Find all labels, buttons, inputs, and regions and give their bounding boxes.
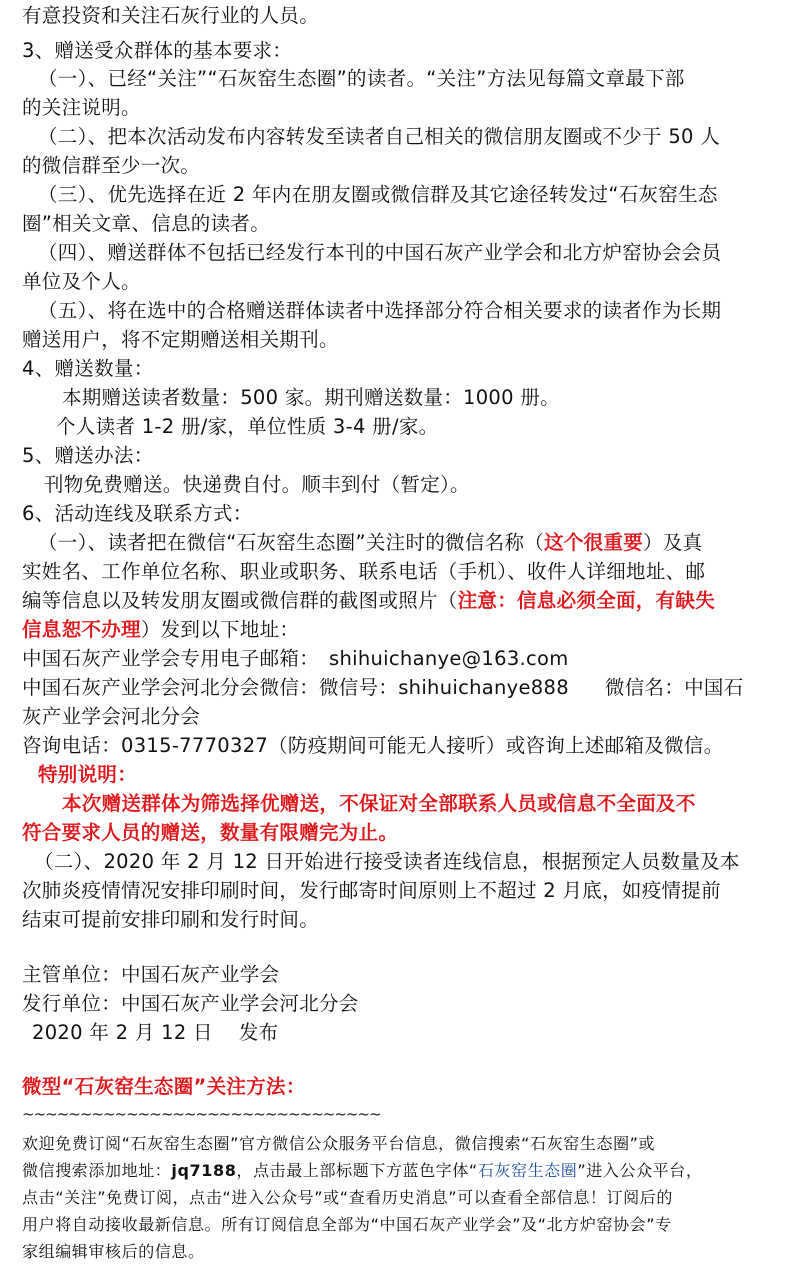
special-note-text: 本次赠送群体为筛选择优赠送，不保证对全部联系人员或信息不全面及不 [62, 792, 696, 815]
text-segment: ，点击最上部标题下方蓝色字体“ [236, 1161, 478, 1180]
wechat-id: shihuichanye888 [398, 676, 569, 699]
text-line: 圈”相关文章、信息的读者。 [22, 212, 271, 235]
footer-heading: 微型“石灰窑生态圈”关注方法： [22, 1075, 306, 1098]
footer-text: 点击“关注”免费订阅，点击“进入公众号”或“查看历史消息”可以查看全部信息！订阅后的 [22, 1188, 673, 1207]
text-line: （四）、赠送群体不包括已经发行本刊的中国石灰产业学会和北方炉窑协会会员 [38, 241, 722, 264]
text-line: 本期赠送读者数量：500 家。期刊赠送数量：1000 册。 [62, 386, 560, 409]
supervisor-unit: 主管单位：中国石灰产业学会 [22, 963, 280, 986]
text-line: （三）、优先选择在近 2 年内在朋友圈或微信群及其它途径转发过“石灰窑生态 [38, 183, 718, 206]
highlight-important: 这个很重要 [544, 531, 644, 554]
text-line: 次肺炎疫情情况安排印刷时间，发行邮寄时间原则上不超过 2 月底，如疫情提前 [22, 879, 721, 902]
wechat-line [22, 673, 782, 702]
text-line: 单位及个人。 [22, 270, 141, 293]
publisher-unit: 发行单位：中国石灰产业学会河北分会 [22, 992, 359, 1015]
phone-line: 咨询电话：0315-7770327（防疫期间可能无人接听）或咨询上述邮箱及微信。 [22, 734, 724, 757]
text-segment: （一）、读者把在微信“石灰窑生态圈”关注时的微信名称（ [38, 531, 545, 554]
footer-text: 家组编辑审核后的信息。 [22, 1242, 205, 1261]
text-line: （五）、将在选中的合格赠送群体读者中选择部分符合相关要求的读者作为长期 [38, 299, 722, 322]
text-line: 结束可提前安排印刷和发行时间。 [22, 908, 320, 931]
text-line: 的关注说明。 [22, 96, 141, 119]
text-line [22, 586, 782, 615]
text-line: （二）、2020 年 2 月 12 日开始进行接受读者连线信息，根据预定人员数量及本 [34, 850, 740, 873]
text-line: 有意投资和关注石灰行业的人员。 [22, 4, 320, 27]
text-segment: 微信搜索添加地址： [22, 1161, 172, 1180]
text-segment: ）发到以下地址： [140, 618, 300, 641]
text-line [38, 528, 782, 557]
special-note-heading: 特别说明： [38, 763, 138, 786]
divider: ~~~~~~~~~~~~~~~~~~~~~~~~~~~~~~~ [22, 1105, 381, 1123]
section-heading-method: 5、赠送办法： [22, 444, 154, 467]
special-note-text: 符合要求人员的赠送，数量有限赠完为止。 [22, 821, 399, 844]
text-segment: ）及真 [643, 531, 703, 554]
text-line: 赠送用户，将不定期赠送相关期刊。 [22, 328, 339, 351]
publish-date: 2020 年 2 月 12 日 发布 [32, 1021, 279, 1044]
section-heading-contact: 6、活动连线及联系方式： [22, 502, 253, 525]
account-name-blue: 石灰窑生态圈 [477, 1161, 578, 1180]
highlight-notice-cont: 信息恕不办理 [22, 618, 141, 641]
text-line [22, 615, 782, 644]
footer-text: 欢迎免费订阅“石灰窑生态圈”官方微信公众服务平台信息，微信搜索“石灰窑生态圈”或 [22, 1134, 656, 1153]
text-line: 灰产业学会河北分会 [22, 705, 201, 728]
text-segment: 编等信息以及转发朋友圈或微信群的截图或照片（ [22, 589, 458, 612]
section-heading-quantity: 4、赠送数量： [22, 357, 154, 380]
email-line [22, 644, 782, 673]
email-address: shihuichanye@163.com [329, 647, 569, 670]
wechat-id-bold: jq7188 [171, 1161, 237, 1180]
text-line: 刊物免费赠送。快递费自付。顺丰到付（暂定）。 [44, 473, 470, 496]
text-segment: ”进入公众平台， [577, 1161, 703, 1180]
wechat-name-label: 微信名：中国石 [604, 676, 744, 699]
text-line: （一）、已经“关注”“石灰窑生态圈”的读者。“关注”方法见每篇文章最下部 [38, 67, 685, 90]
text-line: 实姓名、工作单位名称、职业或职务、联系电话（手机）、收件人详细地址、邮 [22, 560, 706, 583]
section-heading-requirements: 3、赠送受众群体的基本要求： [22, 39, 293, 62]
text-line: 个人读者 1-2 册/家，单位性质 3-4 册/家。 [56, 415, 439, 438]
footer-text: 用户将自动接收最新信息。所有订阅信息全部为“中国石灰产业学会”及“北方炉窑协会”专 [22, 1215, 672, 1234]
wechat-label: 中国石灰产业学会河北分会微信：微信号： [22, 676, 399, 699]
text-line: （二）、把本次活动发布内容转发至读者自己相关的微信朋友圈或不少于 50 人 [38, 125, 721, 148]
highlight-notice: 注意：信息必须全面，有缺失 [457, 589, 716, 612]
footer-text [22, 1157, 782, 1184]
email-label: 中国石灰产业学会专用电子邮箱： [22, 647, 320, 670]
text-line: 的微信群至少一次。 [22, 154, 201, 177]
